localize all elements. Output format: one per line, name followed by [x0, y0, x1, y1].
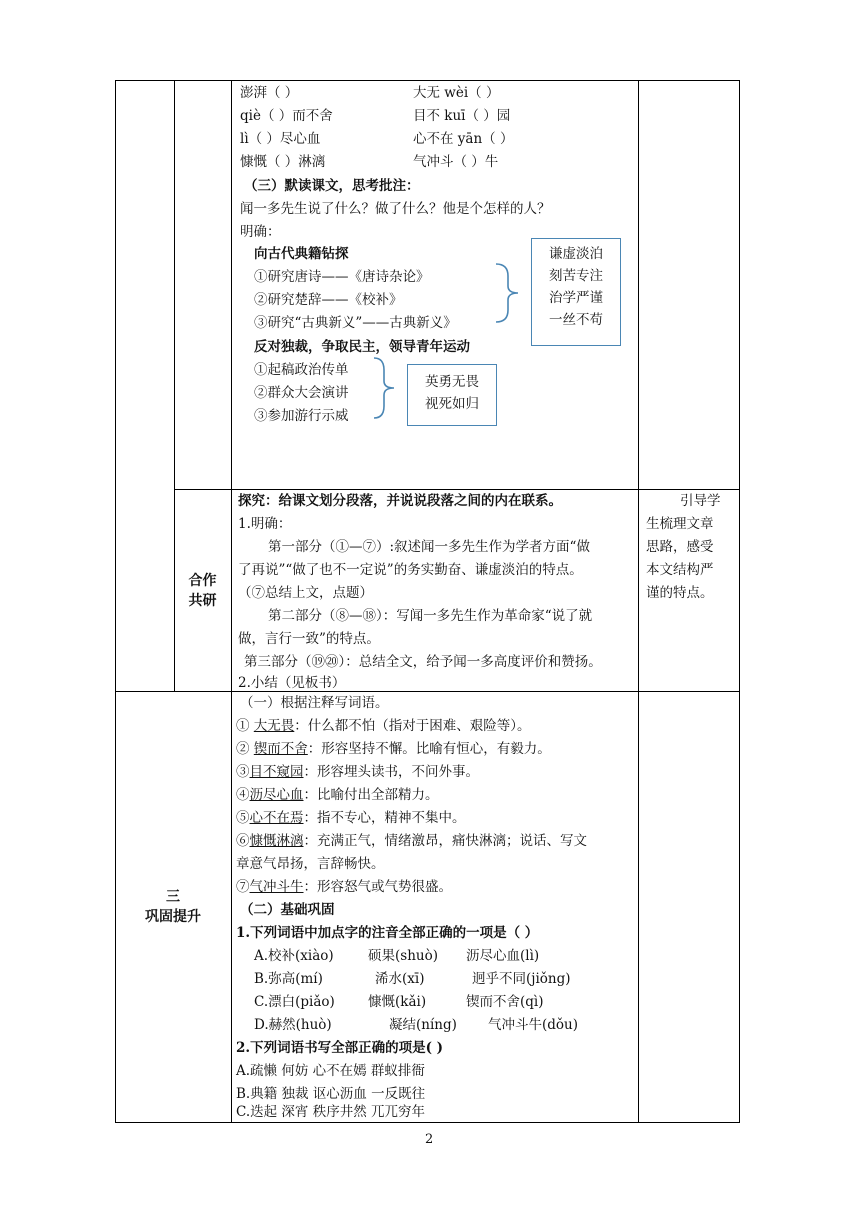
- def-text: ：形容埋头读书，不问外事。: [303, 764, 479, 780]
- def-word: 气冲斗牛: [249, 879, 304, 895]
- scholar-item: ②研究楚辞——《校补》: [254, 292, 403, 308]
- definition-line: [236, 835, 587, 849]
- trait-text: 治学严谨: [549, 290, 603, 306]
- paragraph-line: 第三部分（⑲⑳）：总结全文，给予闻一多高度评价和赞扬。: [244, 654, 602, 670]
- trait-text: 刻苦专注: [549, 268, 603, 284]
- definition-line: [236, 743, 551, 757]
- question-2: 2.下列词语书写全部正确的项是( ): [236, 1040, 444, 1056]
- definition-line: [236, 766, 479, 780]
- question-1: 1.下列词语中加点字的注音全部正确的一项是（ ）: [236, 925, 539, 941]
- scholar-brace: [494, 262, 524, 324]
- def-word: 心不在焉: [249, 810, 304, 826]
- option-line: C.迭起 深宵 秩序井然 兀兀穷年: [236, 1104, 426, 1120]
- definition-line: [236, 789, 439, 803]
- vocab-item: 心不在 yān（ ）: [413, 131, 514, 147]
- option-c: 慷慨(kǎi): [368, 994, 427, 1010]
- vocab-item: qiè（ ）而不舍: [240, 108, 333, 124]
- def-text: ：形容坚持不懈。比喻有恒心，有毅力。: [307, 741, 551, 757]
- def-text: ：充满正气，情绪激昂，痛快淋漓；说话、写文: [303, 833, 587, 849]
- option-a: 沥尽心血(lì): [466, 948, 540, 964]
- vocab-item: 澎湃（ ）: [240, 85, 299, 101]
- option-d: 气冲斗牛(dǒu): [488, 1017, 578, 1033]
- paragraph-line: 做，言行一致”的特点。: [238, 631, 380, 647]
- def-word: 慷慨淋漓: [249, 833, 304, 849]
- paragraph-line: （⑦总结上文，点题）: [238, 585, 373, 601]
- stage-label-line: 合作: [188, 573, 217, 589]
- def-prefix: ②: [236, 741, 254, 757]
- def-word: 沥尽心血: [249, 787, 304, 803]
- teacher-note: 生梳理文章: [646, 516, 714, 532]
- option-line: A.疏懒 何妨 心不在嫣 群蚁排衙: [236, 1063, 425, 1079]
- def-text: ：比喻付出全部精力。: [303, 787, 439, 803]
- paragraph-line: 了再说”“做了也不一定说”的务实勤奋、谦虚淡泊的特点。: [238, 562, 583, 578]
- table-right-border: [739, 80, 740, 1123]
- option-b: 浠水(xī): [375, 971, 425, 987]
- subsection-heading: （二）基础巩固: [240, 902, 335, 918]
- teacher-note: 引导学: [680, 493, 721, 509]
- activist-traits-box: [407, 364, 497, 426]
- option-b: 迥乎不同(jiǒng): [472, 971, 571, 987]
- definition-line: [236, 858, 385, 872]
- option-a: 硕果(shuò): [368, 948, 438, 964]
- subsection-heading: （一）根据注释写词语。: [240, 695, 389, 711]
- col-divider-2: [231, 80, 232, 1123]
- def-text: ：指不专心，精神不集中。: [303, 810, 466, 826]
- stage-label-cooperate: [174, 571, 231, 611]
- table-left-border: [115, 80, 116, 1123]
- activist-brace: [372, 356, 402, 420]
- def-prefix: ①: [236, 718, 254, 734]
- activist-item: ③参加游行示威: [254, 408, 349, 424]
- col-divider-3: [638, 80, 639, 1123]
- def-text: ：形容怒气或气势很盛。: [303, 879, 452, 895]
- option-c: 锲而不舍(qì): [466, 994, 544, 1010]
- stage-label-consolidate: [115, 887, 231, 927]
- trait-text: 一丝不苟: [549, 312, 603, 328]
- vocab-item: 慷慨（ ）淋漓: [240, 154, 326, 170]
- explore-heading: 探究：给课文划分段落，并说说段落之间的内在联系。: [238, 493, 562, 509]
- table-bottom-border: [115, 1122, 740, 1123]
- paragraph-line: 第二部分（⑧—⑱）：写闻一多先生作为革命家“说了就: [268, 608, 593, 624]
- definition-line: [236, 720, 531, 734]
- activist-title: 反对独裁，争取民主，领导青年运动: [254, 339, 470, 355]
- stage-label-line: 巩固提升: [145, 909, 201, 925]
- def-word: 目不窥园: [249, 764, 304, 780]
- vocab-item: lì（ ）尽心血: [240, 131, 321, 147]
- scholar-title: 向古代典籍钻探: [254, 246, 349, 262]
- page-number: 2: [425, 1132, 434, 1147]
- def-prefix: ⑦: [236, 879, 250, 895]
- teacher-note: 谨的特点。: [646, 585, 714, 601]
- def-word: 大无畏: [253, 718, 295, 734]
- option-line: B.典籍 独裁 讴心沥血 一反既往: [236, 1086, 426, 1102]
- vocab-item: 气冲斗（ ）牛: [413, 154, 499, 170]
- option-a: A.校补(xiào): [254, 948, 334, 964]
- option-b: B.弥高(mí): [254, 971, 323, 987]
- def-text: 章意气昂扬，言辞畅快。: [236, 856, 385, 872]
- activist-item: ①起稿政治传单: [254, 362, 349, 378]
- trait-text: 英勇无畏: [425, 374, 479, 390]
- def-word: 锲而不舍: [253, 741, 308, 757]
- answer-label: 1.明确：: [238, 516, 292, 532]
- table-top-border: [115, 80, 740, 81]
- scholar-traits-box: [531, 238, 621, 346]
- trait-text: 视死如归: [425, 396, 479, 412]
- row-divider-1: [174, 489, 740, 490]
- option-d: 凝结(níng): [389, 1017, 457, 1033]
- option-d: D.赫然(huò): [254, 1017, 332, 1033]
- stage-number: 三: [166, 889, 180, 905]
- vocab-item: 大无 wèi（ ）: [413, 85, 500, 101]
- scholar-item: ①研究唐诗——《唐诗杂论》: [254, 269, 430, 285]
- paragraph-line: 2.小结（见板书）: [238, 675, 346, 691]
- def-prefix: ⑥: [236, 833, 250, 849]
- activist-item: ②群众大会演讲: [254, 385, 349, 401]
- section-heading: （三）默读课文，思考批注：: [244, 178, 420, 194]
- answer-label: 明确：: [240, 224, 281, 240]
- scholar-item: ③研究“古典新义”——古典新义》: [254, 315, 457, 331]
- vocab-item: 目不 kuī（ ）园: [413, 108, 511, 124]
- def-prefix: ③: [236, 764, 250, 780]
- paragraph-line: 第一部分（①—⑦）:叙述闻一多先生作为学者方面“做: [268, 539, 590, 555]
- teacher-note: 本文结构严: [646, 562, 714, 578]
- question-text: 闻一多先生说了什么？做了什么？他是个怎样的人？: [240, 201, 551, 217]
- option-c: C.漂白(piǎo): [254, 994, 335, 1010]
- stage-label-line: 共研: [188, 593, 217, 609]
- definition-line: [236, 812, 466, 826]
- definition-line: [236, 881, 452, 895]
- def-text: ：什么都不怕（指对于困难、艰险等）。: [294, 718, 531, 734]
- def-prefix: ⑤: [236, 810, 250, 826]
- trait-text: 谦虚淡泊: [549, 246, 603, 262]
- row-divider-2: [115, 691, 740, 692]
- def-prefix: ④: [236, 787, 250, 803]
- teacher-note: 思路，感受: [646, 539, 714, 555]
